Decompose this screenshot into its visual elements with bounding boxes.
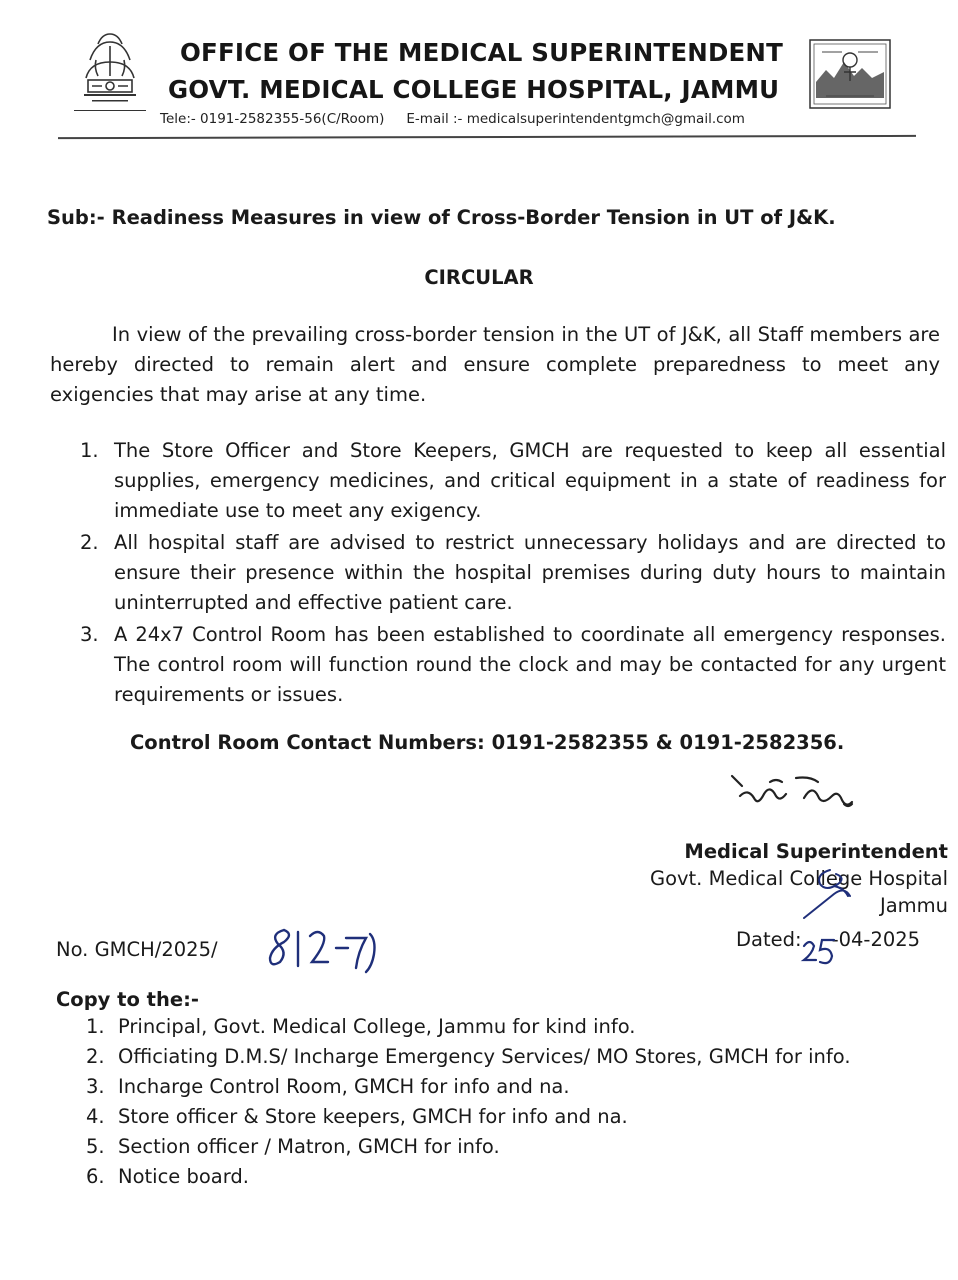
list-item [86,1072,851,1102]
list-item-number: 4. [86,1105,105,1128]
header-contact [160,111,745,127]
control-room-numbers: Control Room Contact Numbers: 0191-2582355 & 0191-2582356. [130,731,845,754]
list-item-text: Incharge Control Room, GMCH for info and na. [118,1075,570,1098]
list-item-text: The Store Officer and Store Keepers, GMCH are requested to keep all essential supplies, emergency medicines, and critical equipment in a state of readiness for immediate use to meet any exigency. [114,439,946,522]
state-emblem-icon [70,30,150,122]
list-item-text: Officiating D.M.S/ Incharge Emergency Services/ MO Stores, GMCH for info. [118,1045,851,1068]
list-item-text: All hospital staff are advised to restrict unnecessary holidays and are directed to ensure their presence within the hospital premises during duty hours to maintain uninterrupted and effective patient care. [114,531,946,614]
copy-to-list [86,1012,851,1192]
list-item-number: 1. [80,439,99,462]
signatory-block [650,838,948,919]
list-item-text: Notice board. [118,1165,250,1188]
list-item [86,1102,851,1132]
list-item-number: 2. [80,531,99,554]
intro-paragraph [50,320,940,410]
reference-prefix: No. GMCH/2025/ [56,938,218,961]
list-item-text: Principal, Govt. Medical College, Jammu for kind info. [118,1015,636,1038]
college-seal-icon [808,38,892,110]
handwritten-reference [266,922,386,978]
list-item-number: 5. [86,1135,105,1158]
intro-text: In view of the prevailing cross-border tension in the UT of J&K, all Staff members are hereby directed to remain alert and ensure complete preparedness to meet any exigencies that may arise at any time. [50,323,940,406]
signatory-city: Jammu [879,894,948,917]
header-tele: Tele:- 0191-2582355-56(C/Room) [160,111,385,127]
copy-to-heading: Copy to the:- [56,988,199,1011]
header-office-title: OFFICE OF THE MEDICAL SUPERINTENDENT [180,38,784,67]
header-hospital-title: GOVT. MEDICAL COLLEGE HOSPITAL, JAMMU [168,75,780,104]
initials-icon [800,864,870,924]
subject-line: Sub:- Readiness Measures in view of Cross-Border Tension in UT of J&K. [47,206,836,229]
list-item-number: 3. [80,623,99,646]
list-item-number: 2. [86,1045,105,1068]
list-item [86,1132,851,1162]
handwritten-day-icon [800,930,840,970]
signatory-org: Govt. Medical College Hospital [649,867,948,890]
header-divider [58,135,916,139]
list-item-text: Section officer / Matron, GMCH for info. [118,1135,500,1158]
list-item-number: 1. [86,1015,105,1038]
list-item-number: 6. [86,1165,105,1188]
directives-list [80,436,946,712]
list-item-text: Store officer & Store keepers, GMCH for info and na. [118,1105,628,1128]
list-item [86,1162,851,1192]
reference-number [56,938,218,961]
header-email: E-mail :- medicalsuperintendentgmch@gmail.com [406,111,745,127]
dated-suffix: -04-2025 [831,928,921,951]
handwritten-reference-icon [266,922,386,978]
list-item [80,620,946,710]
signatory-title: Medical Superintendent [684,840,948,863]
document-title: CIRCULAR [424,266,534,289]
list-item-number: 3. [86,1075,105,1098]
list-item [86,1012,851,1042]
list-item [80,528,946,618]
list-item-text: A 24x7 Control Room has been established to coordinate all emergency responses. The control room will function round the clock and may be contacted for any urgent requirements or issues. [114,623,946,706]
list-item [80,436,946,526]
dated-label: Dated: [736,928,802,951]
handwritten-day [800,930,840,970]
signature-icon [726,768,866,828]
list-item [86,1042,851,1072]
